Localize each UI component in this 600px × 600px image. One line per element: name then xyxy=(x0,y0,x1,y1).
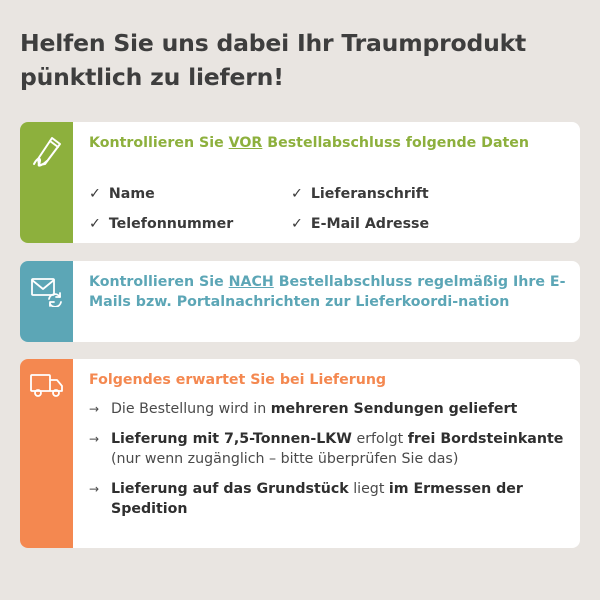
card-check-after-order xyxy=(20,261,580,342)
checkmark-icon: ✓ xyxy=(89,216,101,232)
card-delivery-expectations xyxy=(20,359,580,548)
delivery-truck-icon xyxy=(30,371,64,401)
card-check-before-order xyxy=(20,122,580,243)
headline-line-2: pünktlich zu liefern! xyxy=(20,63,284,91)
email-refresh-icon xyxy=(30,273,64,307)
card-title: Kontrollieren Sie VOR Bestellabschluss folgende Daten xyxy=(89,135,530,151)
list-item: → Die Bestellung wird in mehreren Sendungen geliefert xyxy=(89,401,518,417)
list-item: → Lieferung mit 7,5-Tonnen-LKW erfolgt frei Bordsteinkante (nur wenn zugänglich – bitte überprüfen Sie das) xyxy=(89,431,564,467)
check-list xyxy=(89,184,529,234)
check-item: ✓ Lieferanschrift xyxy=(291,186,429,202)
delivery-info-list xyxy=(89,399,566,529)
checkmark-icon: ✓ xyxy=(291,186,303,202)
card-accent-strip xyxy=(20,122,73,243)
headline-line-1: Helfen Sie uns dabei Ihr Traumprodukt xyxy=(20,29,527,57)
title-emphasis: VOR xyxy=(228,135,263,151)
checkmark-icon: ✓ xyxy=(89,186,101,202)
card-title: Kontrollieren Sie NACH Bestellabschluss regelmäßig Ihre E-Mails bzw. Portalnachrichten zur Lieferkoordi-nation xyxy=(89,274,566,310)
card-accent-strip xyxy=(20,261,73,342)
check-item: ✓ Telefonnummer xyxy=(89,216,234,232)
page-headline xyxy=(20,26,585,94)
arrow-icon: → xyxy=(89,482,100,496)
arrow-icon: → xyxy=(89,432,100,446)
arrow-icon: → xyxy=(89,402,100,416)
card-accent-strip xyxy=(20,359,73,548)
check-item: ✓ Name xyxy=(89,186,155,202)
checkmark-icon: ✓ xyxy=(291,216,303,232)
signature-pen-icon xyxy=(30,134,64,170)
list-item: → Lieferung auf das Grundstück liegt im Ermessen der Spedition xyxy=(89,481,523,517)
check-item: ✓ E-Mail Adresse xyxy=(291,216,430,232)
title-emphasis: NACH xyxy=(228,274,274,290)
card-title: Folgendes erwartet Sie bei Lieferung xyxy=(89,372,387,388)
